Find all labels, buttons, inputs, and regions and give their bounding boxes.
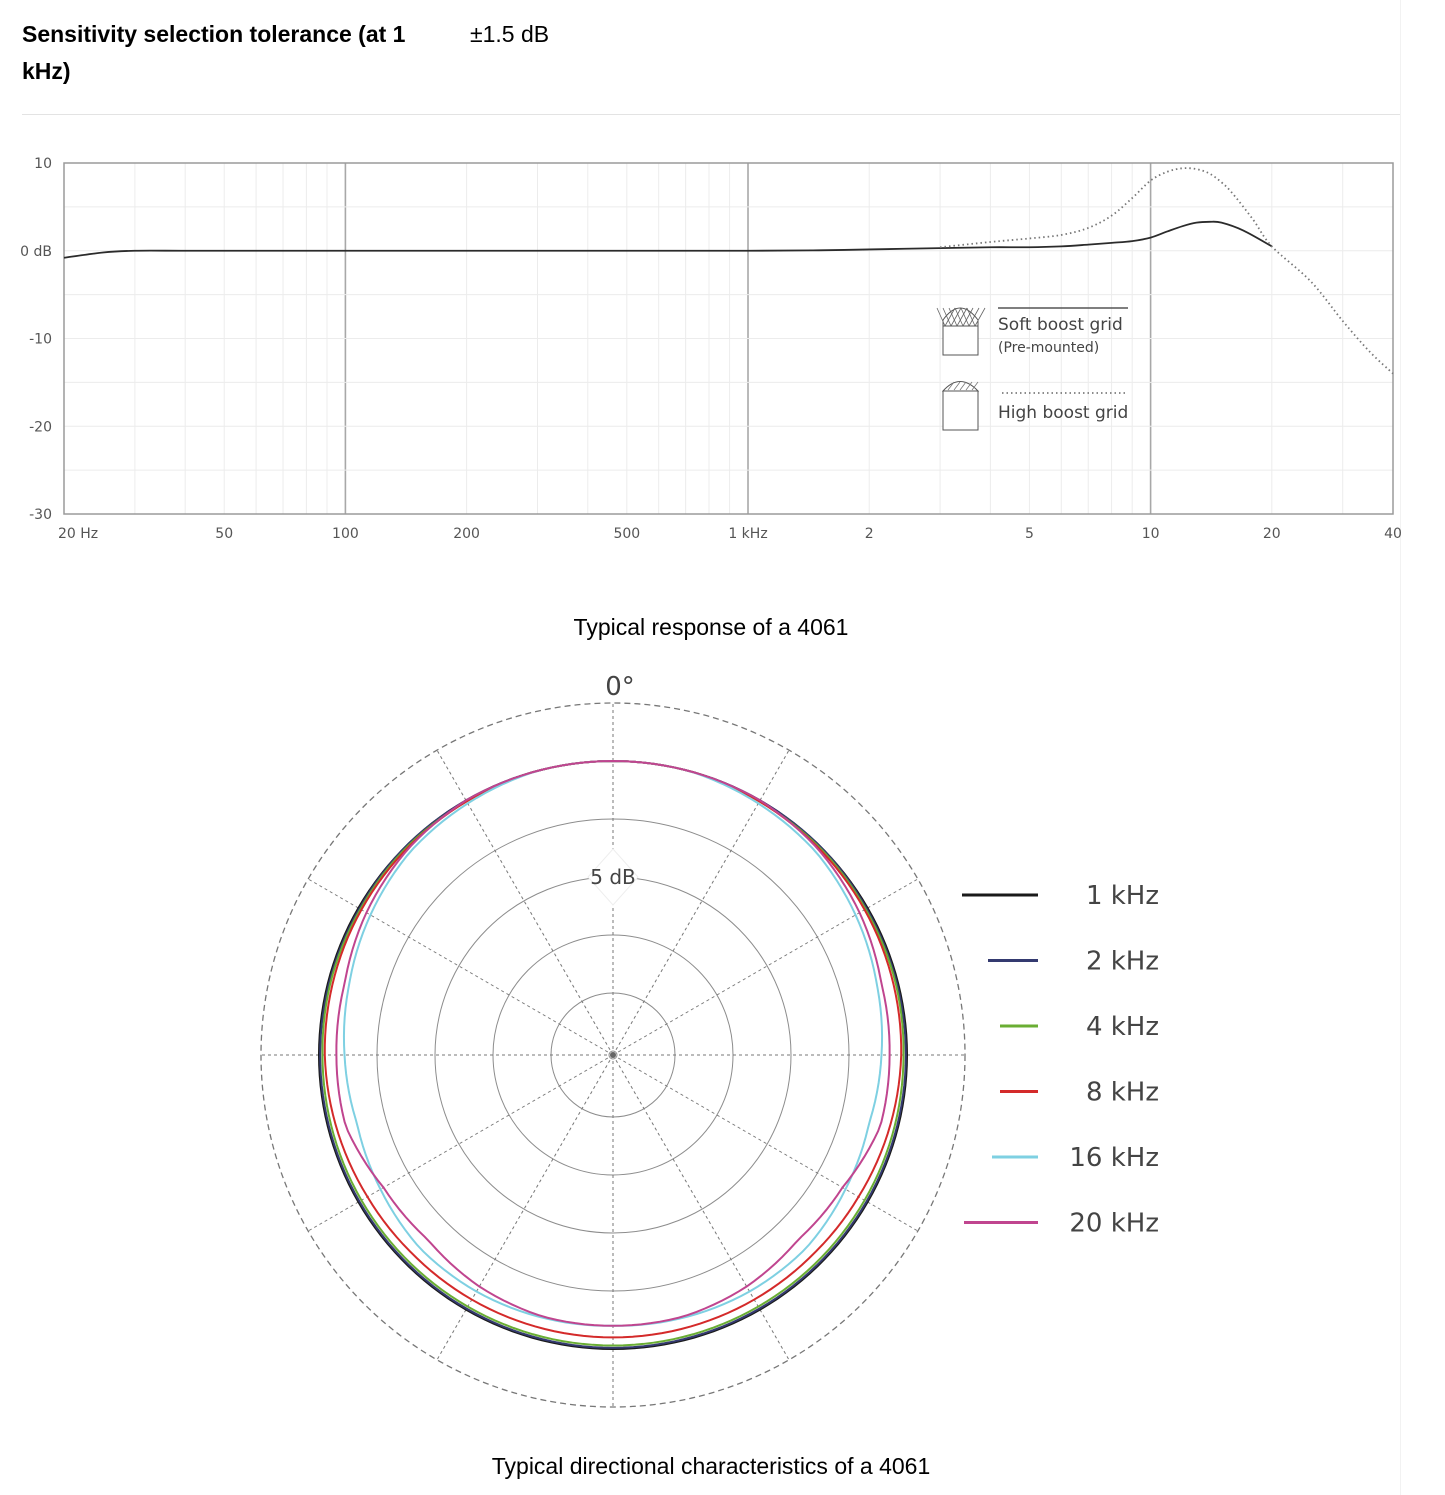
legend-label: 1 kHz	[1085, 881, 1159, 911]
legend-note: (Pre-mounted)	[998, 340, 1100, 356]
y-tick-label: 0 dB	[20, 243, 52, 260]
spec-row	[22, 14, 1400, 115]
spoke	[437, 750, 613, 1055]
x-tick-label: 20	[1262, 526, 1281, 542]
legend-label: High boost grid	[998, 403, 1129, 423]
legend-label: 8 kHz	[1085, 1077, 1159, 1108]
legend-label: 2 kHz	[1085, 946, 1159, 977]
spoke	[613, 879, 918, 1055]
y-tick-label: -20	[29, 419, 52, 436]
legend-label: 20 kHz	[1069, 1208, 1159, 1239]
x-tick-label: 500	[613, 526, 641, 542]
spec-label: Sensitivity selection tolerance (at 1 kHz)	[22, 21, 406, 84]
legend-label: 16 kHz	[1069, 1143, 1159, 1173]
x-tick-label: 10	[1141, 526, 1160, 542]
icon-body	[943, 391, 978, 430]
polar-pattern-caption: Typical directional characteristics of a 4061	[491, 1453, 931, 1479]
spec-value: ±1.5 dB	[470, 21, 550, 47]
spoke	[308, 879, 613, 1055]
polar-series-curve	[325, 761, 901, 1337]
spoke	[437, 1055, 613, 1360]
spoke	[613, 750, 789, 1055]
x-tick-label: 5	[1024, 526, 1034, 542]
icon-grid	[943, 308, 978, 326]
polar-pattern-chart	[240, 660, 1200, 1420]
icon-hatch	[975, 308, 985, 326]
frequency-response-chart	[0, 140, 1410, 560]
x-tick-label: 40	[1384, 526, 1402, 542]
y-tick-label: -30	[29, 507, 52, 523]
high-boost-grid-icon	[943, 382, 978, 431]
y-tick-label: -10	[29, 331, 52, 348]
x-tick-label: 1 kHz	[728, 526, 768, 542]
spoke	[613, 1055, 789, 1360]
grid	[64, 163, 1393, 514]
angle-label-0: 0°	[605, 672, 635, 702]
soft-boost-series-line	[64, 222, 1272, 258]
x-tick-label: 200	[453, 526, 480, 542]
legend-label: Soft boost grid	[998, 315, 1123, 335]
frequency-response-caption: Typical response of a 4061	[573, 614, 849, 640]
center-point	[610, 1052, 616, 1058]
x-tick-label: 100	[332, 526, 359, 542]
y-tick-label: 10	[34, 156, 52, 172]
x-tick-label: 20 Hz	[58, 526, 99, 542]
legend	[937, 308, 1128, 430]
legend-label: 4 kHz	[1085, 1012, 1159, 1042]
x-tick-label: 2	[864, 526, 874, 542]
soft-boost-grid-icon	[937, 308, 985, 355]
ring-label: 5 dB	[590, 865, 636, 889]
icon-body	[943, 326, 978, 355]
x-tick-label: 50	[215, 526, 234, 542]
